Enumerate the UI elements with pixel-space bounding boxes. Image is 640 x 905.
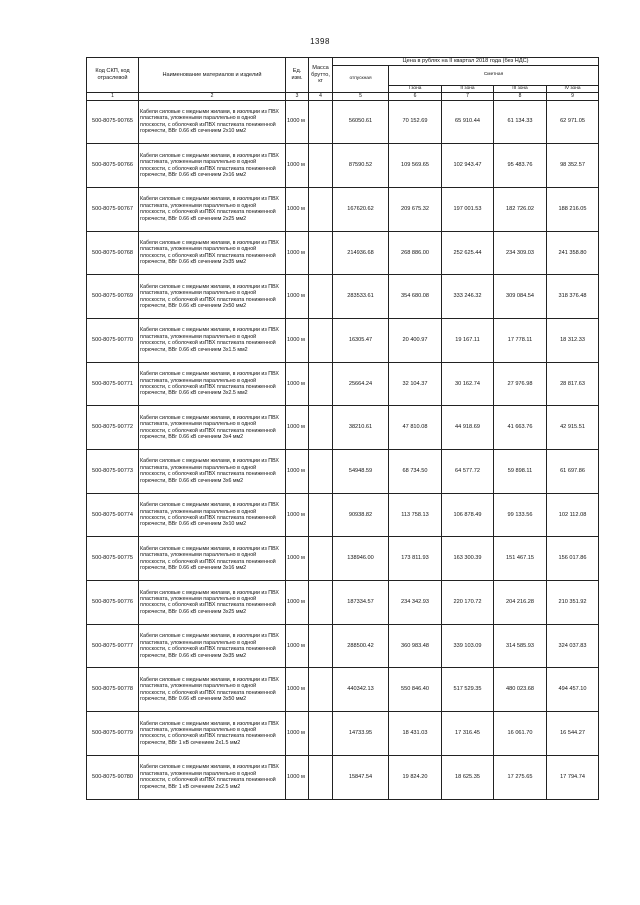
item-code: 500-8075-90780 bbox=[87, 755, 139, 799]
item-name: Кабели силовые с медными жилами, в изоляции из ПВХ пластиката, уложенными параллельно в одной плоскости, с оболочкой изПВХ пластиката пониженной горючести, ВВг 0.66 кВ сечением 2х10 мм2 bbox=[139, 100, 286, 144]
item-code: 500-8075-90768 bbox=[87, 231, 139, 275]
item-name: Кабели силовые с медными жилами, в изоляции из ПВХ пластиката, уложенными параллельно в одной плоскости, с оболочкой изПВХ пластиката пониженной горючести, ВВг 0.66 кВ сечением 2х50 мм2 bbox=[139, 275, 286, 319]
item-mass bbox=[309, 318, 333, 362]
item-code: 500-8075-90779 bbox=[87, 712, 139, 756]
item-zone-2-price: 339 103.09 bbox=[442, 624, 494, 668]
header-zone-2: II зона bbox=[442, 85, 494, 93]
item-zone-1-price: 18 431.03 bbox=[389, 712, 442, 756]
item-zone-1-price: 268 886.00 bbox=[389, 231, 442, 275]
item-name: Кабели силовые с медными жилами, в изоляции из ПВХ пластиката, уложенными параллельно в одной плоскости, с оболочкой изПВХ пластиката пониженной горючести, ВВг 0.66 кВ сечением 3х2.5 мм2 bbox=[139, 362, 286, 406]
column-number: 4 bbox=[309, 93, 333, 101]
item-zone-1-price: 113 758.13 bbox=[389, 493, 442, 537]
item-zone-2-price: 517 529.35 bbox=[442, 668, 494, 712]
column-number: 7 bbox=[442, 93, 494, 101]
item-zone-4-price: 16 544.27 bbox=[547, 712, 599, 756]
item-zone-3-price: 234 309.03 bbox=[494, 231, 547, 275]
item-zone-2-price: 197 001.53 bbox=[442, 187, 494, 231]
item-code: 500-8075-90769 bbox=[87, 275, 139, 319]
item-unit: 1000 м bbox=[286, 275, 309, 319]
item-zone-3-price: 17 778.11 bbox=[494, 318, 547, 362]
header-row bbox=[87, 58, 599, 66]
item-zone-1-price: 32 104.37 bbox=[389, 362, 442, 406]
item-code: 500-8075-90776 bbox=[87, 581, 139, 625]
item-zone-2-price: 102 943.47 bbox=[442, 144, 494, 188]
item-zone-2-price: 106 878.49 bbox=[442, 493, 494, 537]
item-unit: 1000 м bbox=[286, 712, 309, 756]
table-row bbox=[87, 668, 599, 712]
table-row bbox=[87, 406, 599, 450]
header-name: Наименование материалов и изделий bbox=[139, 58, 286, 93]
item-name: Кабели силовые с медными жилами, в изоляции из ПВХ пластиката, уложенными параллельно в одной плоскости, с оболочкой изПВХ пластиката пониженной горючести, ВВг 0.66 кВ сечением 3х50 мм2 bbox=[139, 668, 286, 712]
item-unit: 1000 м bbox=[286, 187, 309, 231]
column-number: 9 bbox=[547, 93, 599, 101]
item-zone-4-price: 62 971.05 bbox=[547, 100, 599, 144]
item-zone-1-price: 19 824.20 bbox=[389, 755, 442, 799]
header-release: отпускная bbox=[333, 65, 389, 92]
item-mass bbox=[309, 450, 333, 494]
item-release-price: 16305.47 bbox=[333, 318, 389, 362]
item-mass bbox=[309, 187, 333, 231]
table-row bbox=[87, 144, 599, 188]
page-number: 1398 bbox=[310, 37, 330, 46]
item-zone-2-price: 18 625.35 bbox=[442, 755, 494, 799]
header-code: Код СКП, код отраслевой bbox=[87, 58, 139, 93]
item-zone-3-price: 314 585.93 bbox=[494, 624, 547, 668]
item-code: 500-8075-90778 bbox=[87, 668, 139, 712]
column-number: 8 bbox=[494, 93, 547, 101]
table-row bbox=[87, 187, 599, 231]
item-release-price: 138946.00 bbox=[333, 537, 389, 581]
table-row bbox=[87, 100, 599, 144]
column-numbers-row bbox=[87, 93, 599, 101]
table-row bbox=[87, 318, 599, 362]
item-zone-3-price: 16 061.70 bbox=[494, 712, 547, 756]
item-release-price: 15847.54 bbox=[333, 755, 389, 799]
item-zone-4-price: 156 017.86 bbox=[547, 537, 599, 581]
item-mass bbox=[309, 406, 333, 450]
item-zone-4-price: 241 358.80 bbox=[547, 231, 599, 275]
item-release-price: 440342.13 bbox=[333, 668, 389, 712]
header-zone-3: III зона bbox=[494, 85, 547, 93]
item-name: Кабели силовые с медными жилами, в изоляции из ПВХ пластиката, уложенными параллельно в одной плоскости, с оболочкой изПВХ пластиката пониженной горючести, ВВг 0.66 кВ сечением 3х16 мм2 bbox=[139, 537, 286, 581]
header-unit: Ед. изм. bbox=[286, 58, 309, 93]
item-unit: 1000 м bbox=[286, 755, 309, 799]
table-row bbox=[87, 712, 599, 756]
header-price-title: Цена в рублях на II квартал 2018 года (без НДС) bbox=[333, 58, 599, 66]
item-zone-1-price: 360 983.48 bbox=[389, 624, 442, 668]
header-zone-1: I зона bbox=[389, 85, 442, 93]
item-code: 500-8075-90770 bbox=[87, 318, 139, 362]
item-zone-4-price: 210 351.92 bbox=[547, 581, 599, 625]
item-release-price: 14733.95 bbox=[333, 712, 389, 756]
item-code: 500-8075-90775 bbox=[87, 537, 139, 581]
item-name: Кабели силовые с медными жилами, в изоляции из ПВХ пластиката, уложенными параллельно в одной плоскости, с оболочкой изПВХ пластиката пониженной горючести, ВВг 0.66 кВ сечением 3х35 мм2 bbox=[139, 624, 286, 668]
table-row bbox=[87, 624, 599, 668]
item-name: Кабели силовые с медными жилами, в изоляции из ПВХ пластиката, уложенными параллельно в одной плоскости, с оболочкой изПВХ пластиката пониженной горючести, ВВг 0.66 кВ сечением 2х16 мм2 bbox=[139, 144, 286, 188]
item-code: 500-8075-90777 bbox=[87, 624, 139, 668]
table-row bbox=[87, 275, 599, 319]
header-mass: Масса брутто, кг bbox=[309, 58, 333, 93]
item-zone-4-price: 61 697.86 bbox=[547, 450, 599, 494]
item-zone-4-price: 318 376.48 bbox=[547, 275, 599, 319]
item-zone-1-price: 550 846.40 bbox=[389, 668, 442, 712]
item-zone-3-price: 61 134.33 bbox=[494, 100, 547, 144]
item-zone-2-price: 19 167.11 bbox=[442, 318, 494, 362]
item-zone-3-price: 309 084.54 bbox=[494, 275, 547, 319]
item-zone-3-price: 17 275.65 bbox=[494, 755, 547, 799]
item-release-price: 214936.68 bbox=[333, 231, 389, 275]
item-zone-4-price: 494 457.10 bbox=[547, 668, 599, 712]
item-unit: 1000 м bbox=[286, 144, 309, 188]
item-name: Кабели силовые с медными жилами, в изоляции из ПВХ пластиката, уложенными параллельно в одной плоскости, с оболочкой изПВХ пластиката пониженной горючести, ВВг 1 кВ сечением 2х1.5 мм2 bbox=[139, 712, 286, 756]
item-unit: 1000 м bbox=[286, 581, 309, 625]
item-unit: 1000 м bbox=[286, 231, 309, 275]
item-mass bbox=[309, 100, 333, 144]
item-name: Кабели силовые с медными жилами, в изоляции из ПВХ пластиката, уложенными параллельно в одной плоскости, с оболочкой изПВХ пластиката пониженной горючести, ВВг 0.66 кВ сечением 3х25 мм2 bbox=[139, 581, 286, 625]
item-release-price: 38210.61 bbox=[333, 406, 389, 450]
item-release-price: 25664.24 bbox=[333, 362, 389, 406]
item-unit: 1000 м bbox=[286, 537, 309, 581]
item-code: 500-8075-90773 bbox=[87, 450, 139, 494]
item-zone-2-price: 65 910.44 bbox=[442, 100, 494, 144]
item-mass bbox=[309, 755, 333, 799]
item-unit: 1000 м bbox=[286, 493, 309, 537]
table-row bbox=[87, 231, 599, 275]
item-unit: 1000 м bbox=[286, 362, 309, 406]
item-zone-3-price: 480 023.68 bbox=[494, 668, 547, 712]
item-name: Кабели силовые с медными жилами, в изоляции из ПВХ пластиката, уложенными параллельно в одной плоскости, с оболочкой изПВХ пластиката пониженной горючести, ВВг 0.66 кВ сечением 3х6 мм2 bbox=[139, 450, 286, 494]
item-unit: 1000 м bbox=[286, 450, 309, 494]
item-zone-2-price: 30 162.74 bbox=[442, 362, 494, 406]
item-zone-2-price: 44 918.69 bbox=[442, 406, 494, 450]
item-release-price: 90938.82 bbox=[333, 493, 389, 537]
item-release-price: 167620.62 bbox=[333, 187, 389, 231]
item-zone-4-price: 18 312.33 bbox=[547, 318, 599, 362]
item-zone-1-price: 109 569.65 bbox=[389, 144, 442, 188]
header-zone-4: IV зона bbox=[547, 85, 599, 93]
item-zone-4-price: 188 216.05 bbox=[547, 187, 599, 231]
item-mass bbox=[309, 144, 333, 188]
item-code: 500-8075-90765 bbox=[87, 100, 139, 144]
item-zone-2-price: 64 577.72 bbox=[442, 450, 494, 494]
item-zone-2-price: 252 625.44 bbox=[442, 231, 494, 275]
item-name: Кабели силовые с медными жилами, в изоляции из ПВХ пластиката, уложенными параллельно в одной плоскости, с оболочкой изПВХ пластиката пониженной горючести, ВВг 0.66 кВ сечением 2х25 мм2 bbox=[139, 187, 286, 231]
item-zone-4-price: 28 817.63 bbox=[547, 362, 599, 406]
item-mass bbox=[309, 362, 333, 406]
item-release-price: 56050.61 bbox=[333, 100, 389, 144]
item-unit: 1000 м bbox=[286, 668, 309, 712]
item-release-price: 283533.61 bbox=[333, 275, 389, 319]
table-row bbox=[87, 493, 599, 537]
item-zone-3-price: 99 133.56 bbox=[494, 493, 547, 537]
item-zone-3-price: 41 663.76 bbox=[494, 406, 547, 450]
item-code: 500-8075-90772 bbox=[87, 406, 139, 450]
column-number: 5 bbox=[333, 93, 389, 101]
item-code: 500-8075-90767 bbox=[87, 187, 139, 231]
item-name: Кабели силовые с медными жилами, в изоляции из ПВХ пластиката, уложенными параллельно в одной плоскости, с оболочкой изПВХ пластиката пониженной горючести, ВВг 0.66 кВ сечением 2х35 мм2 bbox=[139, 231, 286, 275]
item-zone-4-price: 98 352.57 bbox=[547, 144, 599, 188]
item-zone-2-price: 333 246.32 bbox=[442, 275, 494, 319]
column-number: 1 bbox=[87, 93, 139, 101]
item-zone-1-price: 234 342.93 bbox=[389, 581, 442, 625]
item-zone-3-price: 151 467.15 bbox=[494, 537, 547, 581]
item-code: 500-8075-90774 bbox=[87, 493, 139, 537]
item-zone-1-price: 70 152.69 bbox=[389, 100, 442, 144]
header-estimate: Сметная bbox=[389, 65, 599, 85]
item-zone-1-price: 209 675.32 bbox=[389, 187, 442, 231]
item-code: 500-8075-90771 bbox=[87, 362, 139, 406]
item-zone-3-price: 59 898.11 bbox=[494, 450, 547, 494]
item-release-price: 87590.52 bbox=[333, 144, 389, 188]
item-zone-1-price: 68 734.50 bbox=[389, 450, 442, 494]
item-unit: 1000 м bbox=[286, 406, 309, 450]
table-row bbox=[87, 537, 599, 581]
table-row bbox=[87, 581, 599, 625]
item-unit: 1000 м bbox=[286, 624, 309, 668]
item-zone-4-price: 102 112.08 bbox=[547, 493, 599, 537]
item-name: Кабели силовые с медными жилами, в изоляции из ПВХ пластиката, уложенными параллельно в одной плоскости, с оболочкой изПВХ пластиката пониженной горючести, ВВг 1 кВ сечением 2х2.5 мм2 bbox=[139, 755, 286, 799]
column-number: 6 bbox=[389, 93, 442, 101]
item-name: Кабели силовые с медными жилами, в изоляции из ПВХ пластиката, уложенными параллельно в одной плоскости, с оболочкой изПВХ пластиката пониженной горючести, ВВг 0.66 кВ сечением 3х1.5 мм2 bbox=[139, 318, 286, 362]
item-unit: 1000 м bbox=[286, 318, 309, 362]
item-mass bbox=[309, 624, 333, 668]
item-mass bbox=[309, 275, 333, 319]
item-name: Кабели силовые с медными жилами, в изоляции из ПВХ пластиката, уложенными параллельно в одной плоскости, с оболочкой изПВХ пластиката пониженной горючести, ВВг 0.66 кВ сечением 3х4 мм2 bbox=[139, 406, 286, 450]
item-mass bbox=[309, 537, 333, 581]
item-zone-2-price: 163 300.39 bbox=[442, 537, 494, 581]
item-mass bbox=[309, 493, 333, 537]
table-row bbox=[87, 450, 599, 494]
item-zone-1-price: 173 811.93 bbox=[389, 537, 442, 581]
item-release-price: 187334.57 bbox=[333, 581, 389, 625]
item-name: Кабели силовые с медными жилами, в изоляции из ПВХ пластиката, уложенными параллельно в одной плоскости, с оболочкой изПВХ пластиката пониженной горючести, ВВг 0.66 кВ сечением 3х10 мм2 bbox=[139, 493, 286, 537]
item-release-price: 288500.42 bbox=[333, 624, 389, 668]
item-zone-3-price: 204 216.28 bbox=[494, 581, 547, 625]
item-zone-1-price: 354 680.08 bbox=[389, 275, 442, 319]
item-zone-2-price: 220 170.72 bbox=[442, 581, 494, 625]
item-zone-4-price: 324 037.83 bbox=[547, 624, 599, 668]
item-zone-4-price: 17 794.74 bbox=[547, 755, 599, 799]
column-number: 2 bbox=[139, 93, 286, 101]
table-row bbox=[87, 755, 599, 799]
item-code: 500-8075-90766 bbox=[87, 144, 139, 188]
table-row bbox=[87, 362, 599, 406]
item-zone-2-price: 17 316.45 bbox=[442, 712, 494, 756]
price-table bbox=[86, 57, 599, 800]
item-zone-1-price: 20 400.97 bbox=[389, 318, 442, 362]
item-mass bbox=[309, 668, 333, 712]
item-zone-3-price: 95 483.76 bbox=[494, 144, 547, 188]
item-zone-1-price: 47 810.08 bbox=[389, 406, 442, 450]
item-mass bbox=[309, 231, 333, 275]
item-mass bbox=[309, 581, 333, 625]
column-number: 3 bbox=[286, 93, 309, 101]
item-unit: 1000 м bbox=[286, 100, 309, 144]
item-zone-3-price: 27 976.98 bbox=[494, 362, 547, 406]
item-release-price: 54948.59 bbox=[333, 450, 389, 494]
item-zone-4-price: 42 915.51 bbox=[547, 406, 599, 450]
item-zone-3-price: 182 726.02 bbox=[494, 187, 547, 231]
item-mass bbox=[309, 712, 333, 756]
